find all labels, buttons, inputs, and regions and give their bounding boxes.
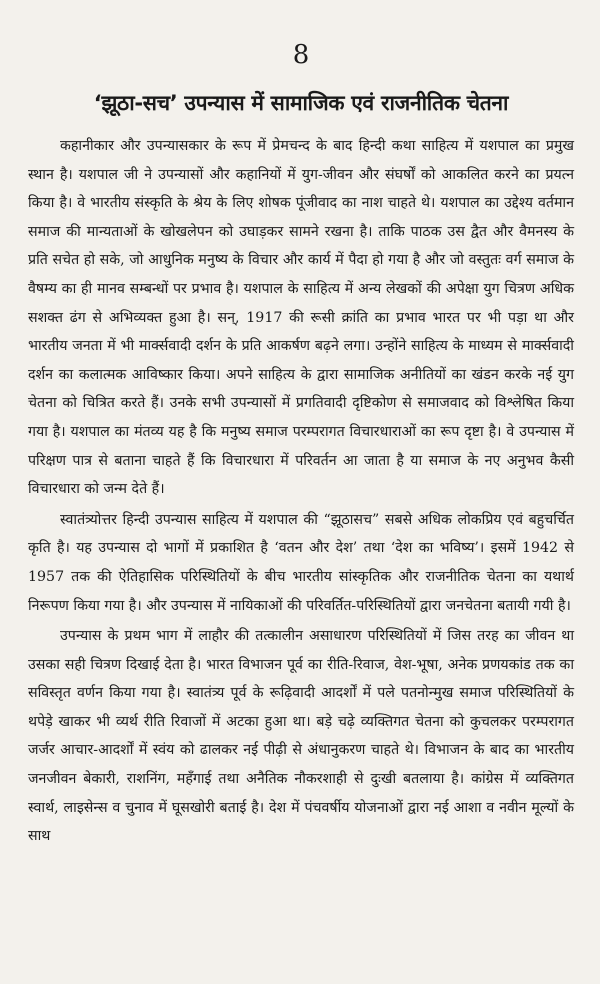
paragraph-3: उपन्यास के प्रथम भाग में लाहौर की तत्कालीन असाधारण परिस्थितियों में जिस तरह का जीवन था उसका सही चित्रण दिखाई देता है। भारत विभाजन पूर्व का रीति-रिवाज, वेश-भूषा, अनेक प्रणयकांड तक का सविस्तृत वर्णन किया गया है। स्वातंत्र्य पूर्व के रूढ़िवादी आदर्शों में पले पतनोन्मुख समाज परिस्थितियों के थपेड़े खाकर भी व्यर्थ रीति रिवाजों में अटका हुआ था। बड़े चढ़े व्यक्तिगत चेतना को कुचलकर परम्परागत जर्जर आचार-आदर्शों में स्वंय को ढालकर नई पीढ़ी से अंधानुकरण चाहते थे। विभाजन के बाद का भारतीय जनजीवन बेकारी, राशनिंग, महँगाई तथा अनैतिक नौकरशाही से दुःखी बतलाया है। कांग्रेस में व्यक्तिगत स्वार्थ, लाइसेन्स व चुनाव में घूसखोरी बताई है। देश में पंचवर्षीय योजनाओं द्वारा नई आशा व नवीन मूल्यों के साथ: [28, 628, 574, 845]
chapter-number: 8: [292, 40, 310, 70]
paragraph-1: कहानीकार और उपन्यासकार के रूप में प्रेमचन्द के बाद हिन्दी कथा साहित्य में यशपाल का प्रमुख स्थान है। यशपाल जी ने उपन्यासों और कहानियों में युग-जीवन और संघर्षों को आकलित करने का प्रयत्न किया है। वे भारतीय संस्कृति के श्रेय के लिए शोषक पूंजीवाद का नाश चाहते थे। यशपाल का उद्देश्य वर्तमान समाज की मान्यताओं के खोखलेपन को उघाड़कर सामने रखना है। ताकि पाठक उस द्वैत और वैमनस्य के प्रति सचेत हो सके, जो आधुनिक मनुष्य के विचार और कार्य में पैदा हो गया है और जो वस्तुतः वर्ग समाज के वैषम्य का ही मानव सम्बन्धों पर प्रभाव है। यशपाल के साहित्य में अन्य लेखकों की अपेक्षा युग चित्रण अधिक सशक्त ढंग से अभिव्यक्त हुआ है। सन्, 1917 की रूसी क्रांति का प्रभाव भारत पर भी पड़ा था और भारतीय जनता में भी मार्क्सवादी दर्शन के प्रति आकर्षण बढ़ने लगा। उन्होंने साहित्य के माध्यम से मार्क्सवादी दर्शन का कलात्मक आविष्कार किया। अपने साहित्य के द्वारा सामाजिक अनीतियों का खंडन करके नई युग चेतना को चित्रित करते हैं। उनके सभी उपन्यासों में प्रगतिवादी दृष्टिकोण से समाजवाद को विश्लेषित किया गया है। यशपाल का मंतव्य यह है कि मनुष्य समाज परम्परागत विचारधाराओं का रूप दृष्टा है। वे उपन्यास में परिक्षण पात्र से बताना चाहते हैं कि विचारधारा में परिवर्तन आ जाता है या समाज के नए अनुभव कैसी विचारधारा को जन्म देते हैं।: [28, 138, 574, 498]
paragraph-2: स्वातंत्र्योत्तर हिन्दी उपन्यास साहित्य में यशपाल की “झूठासच” सबसे अधिक लोकप्रिय एवं बहुचर्चित कृति है। यह उपन्यास दो भागों में प्रकाशित है ‘वतन और देश’ तथा ‘देश का भविष्य’। इसमें 1942 से 1957 तक की ऐतिहासिक परिस्थितियों के बीच भारतीय सांस्कृतिक और राजनीतिक चेतना का यथार्थ निरूपण किया गया है। और उपन्यास में नायिकाओं की परिवर्तित-परिस्थितियों द्वारा जनचेतना बतायी गयी है।: [28, 511, 574, 614]
body-text: [28, 132, 574, 851]
chapter-title: ‘झूठा-सच’ उपन्यास में सामाजिक एवं राजनीतिक चेतना: [93, 91, 509, 115]
